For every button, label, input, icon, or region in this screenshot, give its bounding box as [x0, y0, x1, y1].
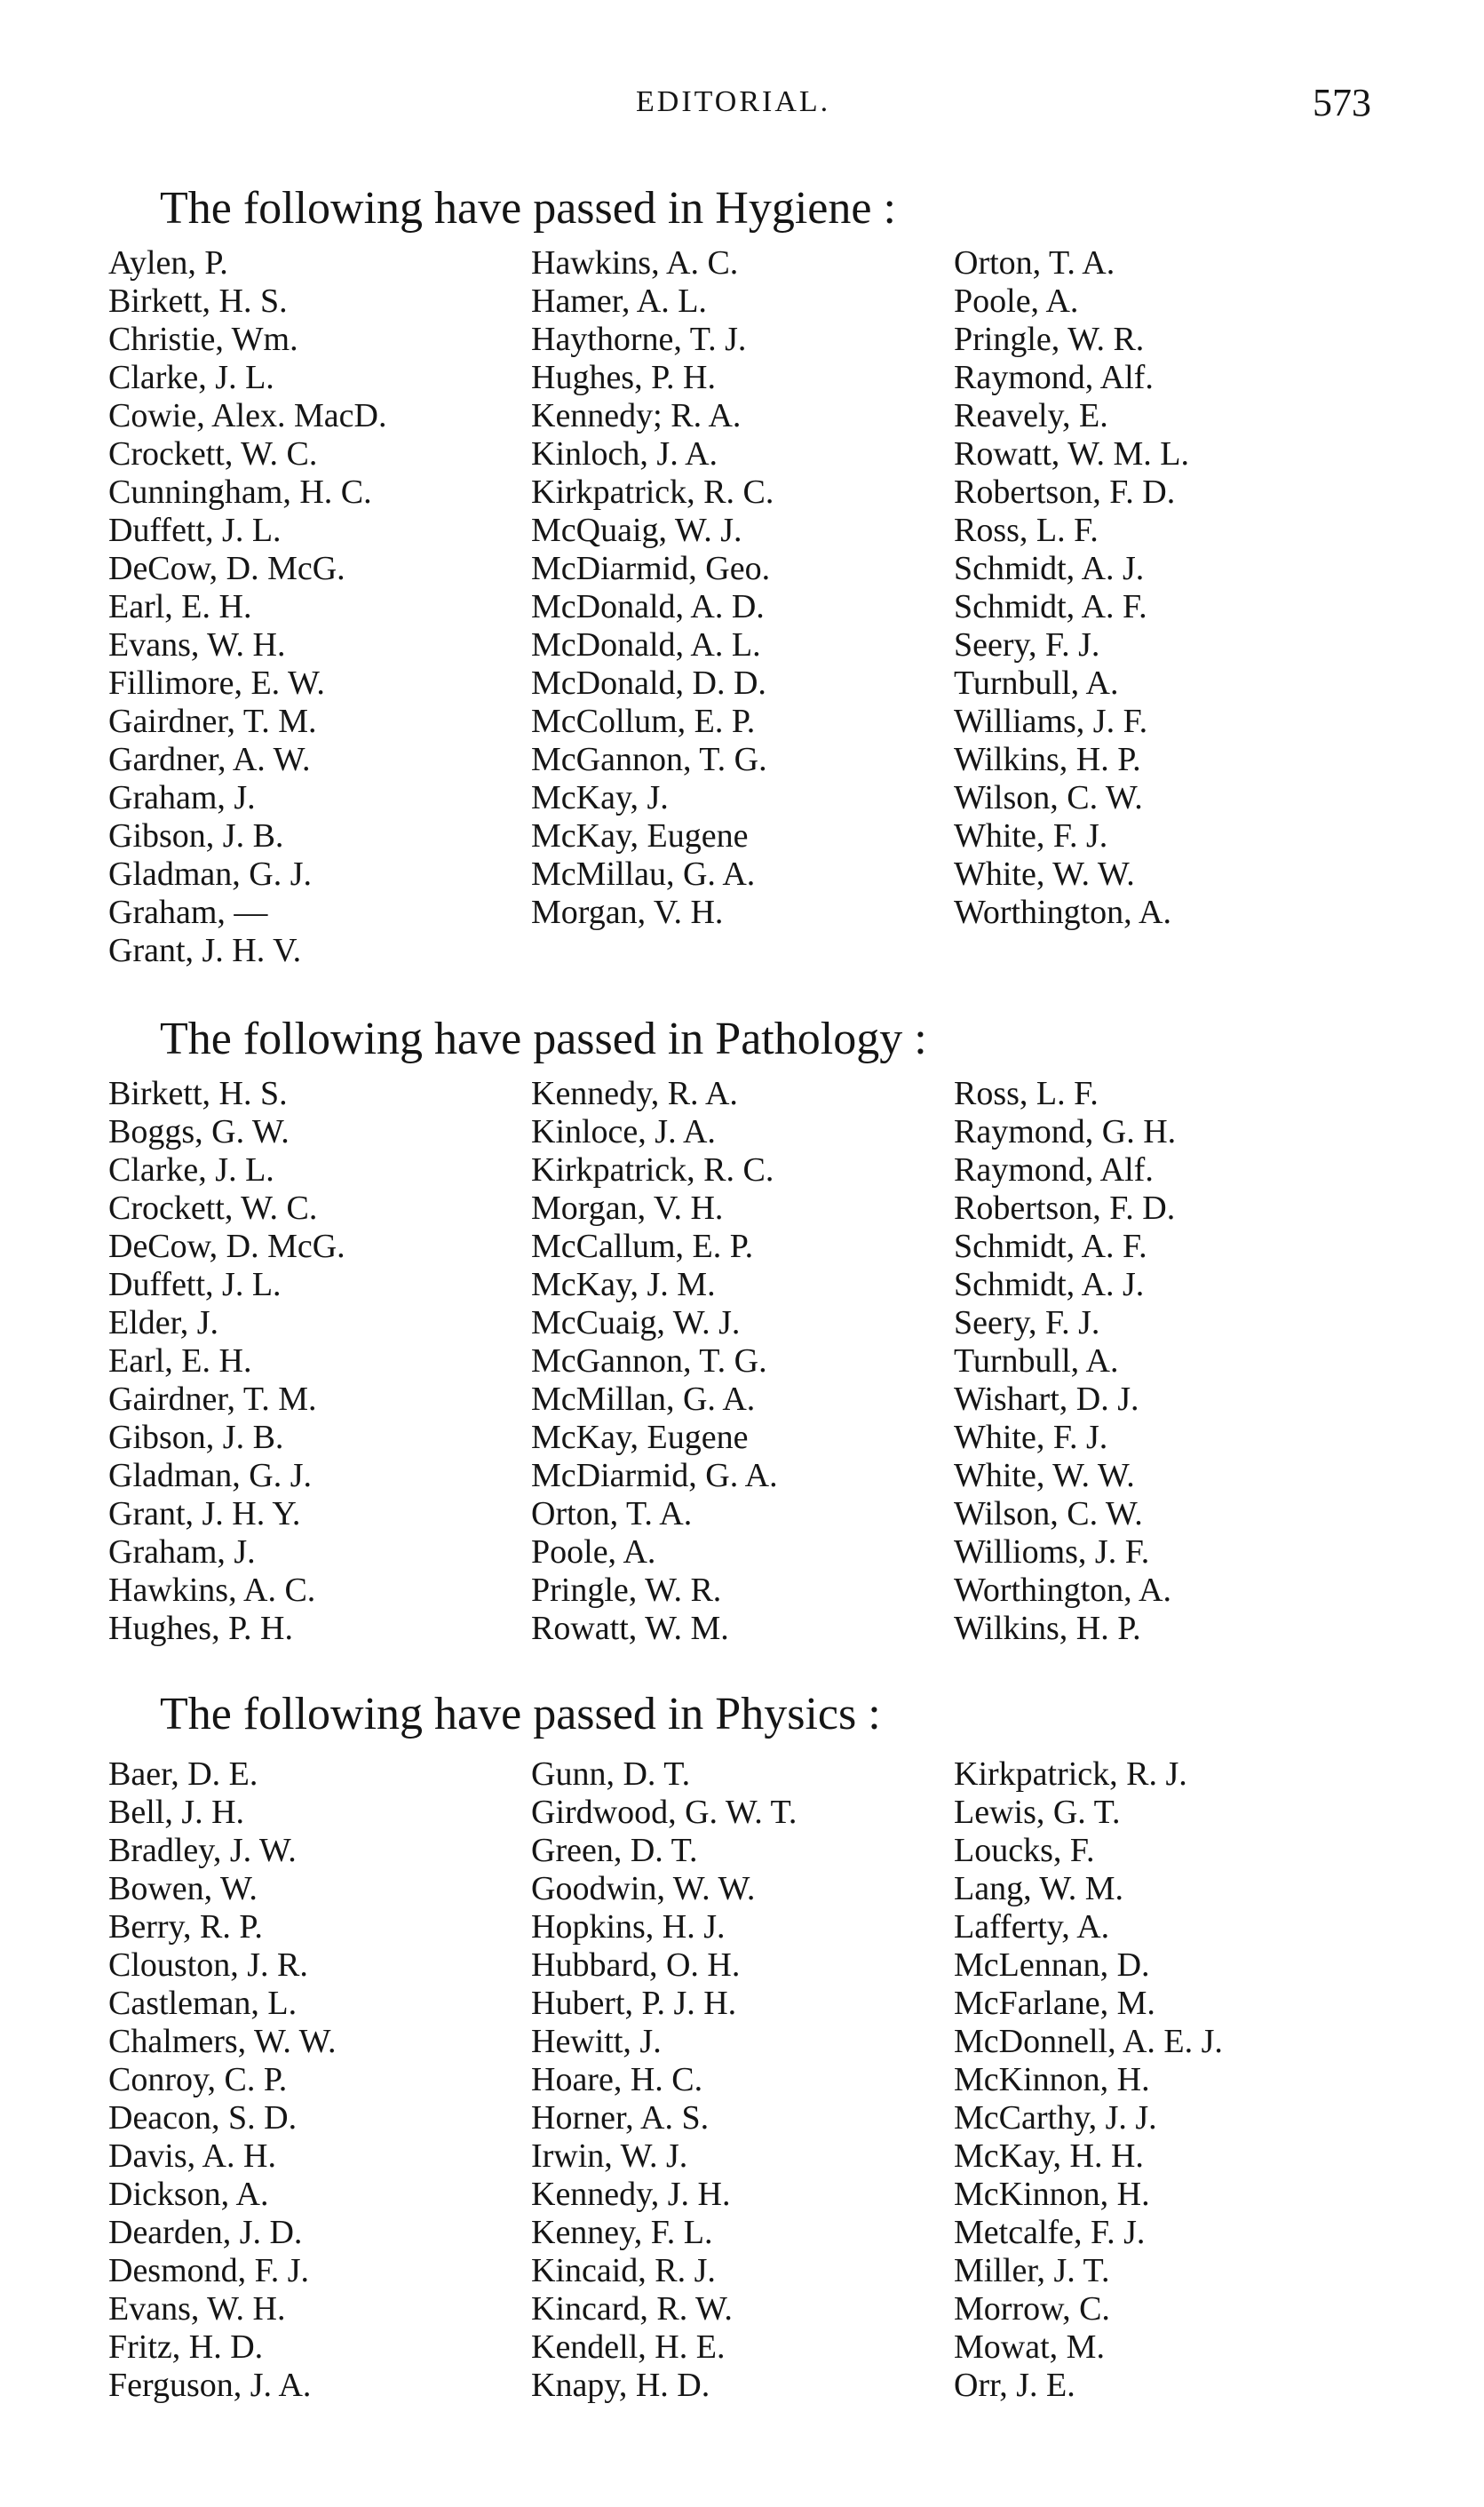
name-entry: Rowatt, W. M.: [531, 1610, 729, 1647]
name-entry: Gibson, J. B.: [108, 1419, 284, 1456]
name-entry: Wilkins, H. P.: [954, 1610, 1141, 1647]
name-entry: Crockett, W. C.: [108, 435, 318, 473]
name-column: [954, 244, 1189, 932]
name-entry: Kennedy; R. A.: [531, 397, 742, 434]
name-entry: Hubbard, O. H.: [531, 1946, 741, 1984]
name-entry: DeCow, D. McG.: [108, 1228, 345, 1265]
name-entry: McDiarmid, G. A.: [531, 1457, 778, 1494]
name-entry: Williams, J. F.: [954, 703, 1148, 740]
name-entry: Bowen, W.: [108, 1870, 258, 1907]
name-entry: Raymond, Alf.: [954, 359, 1154, 396]
name-entry: Boggs, G. W.: [108, 1113, 290, 1150]
name-entry: Metcalfe, F. J.: [954, 2214, 1146, 2251]
section-heading: The following have passed in Physics :: [160, 1689, 881, 1739]
name-entry: Hughes, P. H.: [531, 359, 716, 396]
name-entry: Knapy, H. D.: [531, 2367, 710, 2404]
name-entry: Kinloce, J. A.: [531, 1113, 716, 1150]
name-entry: Duffett, J. L.: [108, 512, 282, 549]
name-entry: Kirkpatrick, R. J.: [954, 1755, 1187, 1793]
name-entry: Schmidt, A. F.: [954, 1228, 1147, 1265]
name-entry: Evans, W. H.: [108, 626, 286, 664]
name-entry: Kirkpatrick, R. C.: [531, 474, 774, 511]
name-entry: Turnbull, A.: [954, 1342, 1119, 1380]
name-entry: McDiarmid, Geo.: [531, 550, 771, 587]
name-entry: White, F. J.: [954, 817, 1108, 855]
name-entry: Clarke, J. L.: [108, 1151, 274, 1189]
name-entry: Haythorne, T. J.: [531, 321, 747, 358]
name-entry: Worthington, A.: [954, 894, 1171, 931]
name-entry: Goodwin, W. W.: [531, 1870, 756, 1907]
name-entry: Wilson, C. W.: [954, 779, 1143, 816]
name-entry: Hawkins, A. C.: [531, 244, 739, 282]
name-entry: McCarthy, J. J.: [954, 2099, 1157, 2137]
name-entry: Davis, A. H.: [108, 2137, 276, 2175]
name-entry: Raymond, G. H.: [954, 1113, 1177, 1150]
name-entry: Grant, J. H. Y.: [108, 1495, 301, 1532]
name-entry: Mowat, M.: [954, 2328, 1105, 2366]
name-entry: Lang, W. M.: [954, 1870, 1124, 1907]
name-entry: Ross, L. F.: [954, 1075, 1099, 1112]
name-entry: Gardner, A. W.: [108, 741, 311, 778]
name-entry: McDonnell, A. E. J.: [954, 2023, 1223, 2060]
name-entry: Lafferty, A.: [954, 1908, 1110, 1946]
name-entry: Fritz, H. D.: [108, 2328, 264, 2366]
name-entry: Kincaid, R. J.: [531, 2252, 716, 2289]
name-entry: Birkett, H. S.: [108, 283, 288, 320]
name-entry: McDonald, A. L.: [531, 626, 761, 664]
name-entry: Christie, Wm.: [108, 321, 298, 358]
name-entry: Hopkins, H. J.: [531, 1908, 726, 1946]
name-entry: Gibson, J. B.: [108, 817, 284, 855]
name-column: [108, 1075, 345, 1648]
name-entry: Kinloch, J. A.: [531, 435, 718, 473]
section-heading: The following have passed in Pathology :: [160, 1014, 927, 1064]
name-entry: Pringle, W. R.: [954, 321, 1145, 358]
name-entry: Earl, E. H.: [108, 588, 252, 625]
name-column: [954, 1755, 1223, 2405]
name-entry: Turnbull, A.: [954, 665, 1119, 702]
name-column: [954, 1075, 1176, 1648]
name-column: [108, 244, 386, 970]
name-column: [531, 244, 774, 932]
name-entry: Birkett, H. S.: [108, 1075, 288, 1112]
name-entry: Kincard, R. W.: [531, 2290, 733, 2328]
name-entry: Berry, R. P.: [108, 1908, 263, 1946]
name-entry: Bradley, J. W.: [108, 1832, 297, 1869]
name-entry: Robertson, F. D.: [954, 1190, 1176, 1227]
name-entry: McDonald, D. D.: [531, 665, 766, 702]
name-column: [531, 1075, 778, 1648]
name-entry: Robertson, F. D.: [954, 474, 1176, 511]
name-entry: Schmidt, A. J.: [954, 550, 1145, 587]
name-entry: Pringle, W. R.: [531, 1572, 722, 1609]
name-entry: Schmidt, A. F.: [954, 588, 1147, 625]
name-entry: McKay, Eugene: [531, 1419, 749, 1456]
name-entry: Gladman, G. J.: [108, 856, 313, 893]
name-entry: Raymond, Alf.: [954, 1151, 1154, 1189]
name-entry: Hubert, P. J. H.: [531, 1985, 737, 2022]
name-entry: Ross, L. F.: [954, 512, 1099, 549]
name-entry: Worthington, A.: [954, 1572, 1171, 1609]
name-entry: McCallum, E. P.: [531, 1228, 754, 1265]
name-column: [108, 1755, 337, 2405]
name-entry: McLennan, D.: [954, 1946, 1150, 1984]
name-entry: Gairdner, T. M.: [108, 1381, 317, 1418]
name-entry: Morgan, V. H.: [531, 894, 724, 931]
name-entry: White, F. J.: [954, 1419, 1108, 1456]
name-entry: Ferguson, J. A.: [108, 2367, 312, 2404]
name-entry: Fillimore, E. W.: [108, 665, 325, 702]
name-entry: McFarlane, M.: [954, 1985, 1155, 2022]
name-entry: Rowatt, W. M. L.: [954, 435, 1189, 473]
name-entry: Kirkpatrick, R. C.: [531, 1151, 774, 1189]
name-entry: Crockett, W. C.: [108, 1190, 318, 1227]
name-entry: Gunn, D. T.: [531, 1755, 691, 1793]
name-entry: DeCow, D. McG.: [108, 550, 345, 587]
name-entry: Dickson, A.: [108, 2176, 269, 2213]
name-entry: McGannon, T. G.: [531, 1342, 767, 1380]
name-entry: Orton, T. A.: [531, 1495, 693, 1532]
name-entry: Orton, T. A.: [954, 244, 1115, 282]
name-entry: Hawkins, A. C.: [108, 1572, 316, 1609]
name-entry: Girdwood, G. W. T.: [531, 1794, 798, 1831]
name-entry: Morgan, V. H.: [531, 1190, 724, 1227]
name-column: [531, 1755, 797, 2405]
name-entry: Green, D. T.: [531, 1832, 698, 1869]
name-entry: Wishart, D. J.: [954, 1381, 1139, 1418]
name-entry: Bell, J. H.: [108, 1794, 245, 1831]
name-entry: Conroy, C. P.: [108, 2061, 288, 2098]
name-entry: White, W. W.: [954, 856, 1135, 893]
name-entry: McKinnon, H.: [954, 2176, 1150, 2213]
name-entry: Baer, D. E.: [108, 1755, 258, 1793]
name-entry: Miller, J. T.: [954, 2252, 1110, 2289]
name-entry: Grant, J. H. V.: [108, 932, 302, 969]
name-entry: Schmidt, A. J.: [954, 1266, 1145, 1303]
name-entry: Wilson, C. W.: [954, 1495, 1143, 1532]
name-entry: Orr, J. E.: [954, 2367, 1075, 2404]
name-entry: Hamer, A. L.: [531, 283, 707, 320]
name-entry: Kennedy, R. A.: [531, 1075, 738, 1112]
section-heading: The following have passed in Hygiene :: [160, 183, 896, 234]
name-entry: Cunningham, H. C.: [108, 474, 372, 511]
name-entry: McMillau, G. A.: [531, 856, 756, 893]
running-head: [0, 81, 1484, 139]
name-entry: Evans, W. H.: [108, 2290, 286, 2328]
name-entry: McKay, H. H.: [954, 2137, 1144, 2175]
name-entry: McDonald, A. D.: [531, 588, 765, 625]
name-entry: Poole, A.: [531, 1533, 656, 1571]
name-entry: Seery, F. J.: [954, 1304, 1100, 1341]
name-entry: Gairdner, T. M.: [108, 703, 317, 740]
name-entry: Irwin, W. J.: [531, 2137, 688, 2175]
running-title: EDITORIAL.: [636, 85, 831, 118]
name-entry: Castleman, L.: [108, 1985, 298, 2022]
name-entry: Wilkins, H. P.: [954, 741, 1141, 778]
name-entry: Kenney, F. L.: [531, 2214, 713, 2251]
name-entry: Kendell, H. E.: [531, 2328, 726, 2366]
name-entry: Reavely, E.: [954, 397, 1108, 434]
name-entry: McCollum, E. P.: [531, 703, 756, 740]
name-entry: Dearden, J. D.: [108, 2214, 303, 2251]
name-entry: Graham, J.: [108, 1533, 256, 1571]
name-entry: White, W. W.: [954, 1457, 1135, 1494]
name-entry: Clarke, J. L.: [108, 359, 274, 396]
name-entry: McKay, J. M.: [531, 1266, 716, 1303]
name-entry: Gladman, G. J.: [108, 1457, 313, 1494]
name-entry: Poole, A.: [954, 283, 1079, 320]
name-entry: Lewis, G. T.: [954, 1794, 1121, 1831]
name-entry: McKinnon, H.: [954, 2061, 1150, 2098]
name-entry: Deacon, S. D.: [108, 2099, 298, 2137]
name-entry: Earl, E. H.: [108, 1342, 252, 1380]
name-entry: McKay, J.: [531, 779, 669, 816]
name-entry: Aylen, P.: [108, 244, 228, 282]
name-entry: McKay, Eugene: [531, 817, 749, 855]
name-entry: Willioms, J. F.: [954, 1533, 1150, 1571]
name-entry: McQuaig, W. J.: [531, 512, 742, 549]
name-entry: Kennedy, J. H.: [531, 2176, 731, 2213]
name-entry: Chalmers, W. W.: [108, 2023, 337, 2060]
name-entry: Horner, A. S.: [531, 2099, 710, 2137]
name-entry: Graham, J.: [108, 779, 256, 816]
name-entry: Seery, F. J.: [954, 626, 1100, 664]
name-entry: Morrow, C.: [954, 2290, 1110, 2328]
name-entry: Cowie, Alex. MacD.: [108, 397, 387, 434]
name-entry: Graham, —: [108, 894, 268, 931]
name-entry: Elder, J.: [108, 1304, 219, 1341]
name-entry: Duffett, J. L.: [108, 1266, 282, 1303]
name-entry: McCuaig, W. J.: [531, 1304, 741, 1341]
name-entry: McMillan, G. A.: [531, 1381, 756, 1418]
name-entry: Loucks, F.: [954, 1832, 1095, 1869]
name-entry: Hewitt, J.: [531, 2023, 662, 2060]
name-entry: McGannon, T. G.: [531, 741, 767, 778]
page-number: 573: [1313, 81, 1371, 124]
name-entry: Desmond, F. J.: [108, 2252, 310, 2289]
name-entry: Hughes, P. H.: [108, 1610, 293, 1647]
name-entry: Hoare, H. C.: [531, 2061, 703, 2098]
name-entry: Clouston, J. R.: [108, 1946, 308, 1984]
